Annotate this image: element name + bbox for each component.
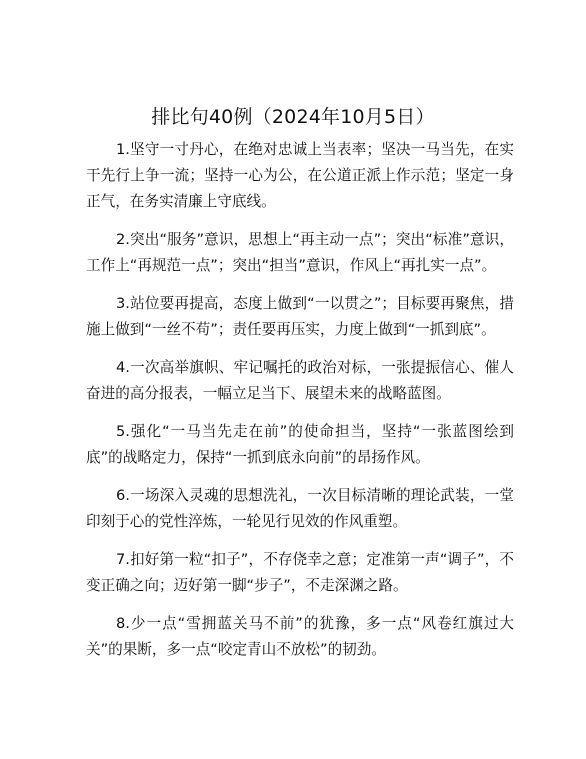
document-title: 排比句40例（2024年10月5日） bbox=[151, 106, 435, 128]
paragraph-4: 4.一次高举旗帜、牢记嘱托的政治对标，一张提振信心、催人奋进的高分报表，一幅立足当下、展望未来的战略蓝图。 bbox=[86, 359, 514, 402]
paragraph-8: 8.少一点“雪拥蓝关马不前”的犹豫，多一点“风卷红旗过大关”的果断，多一点“咬定青山不放松”的韧劲。 bbox=[86, 615, 514, 658]
paragraph-5: 5.强化“一马当先走在前”的使命担当，坚持“一张蓝图绘到底”的战略定力，保持“一抓到底永向前”的昂扬作风。 bbox=[86, 423, 514, 466]
paragraph-6: 6.一场深入灵魂的思想洗礼，一次目标清晰的理论武装，一堂印刻于心的党性淬炼，一轮见行见效的作风重塑。 bbox=[86, 487, 514, 530]
paragraph-2: 2.突出“服务”意识，思想上“再主动一点”；突出“标准”意识，工作上“再规范一点”；突出“担当”意识，作风上“再扎实一点”。 bbox=[86, 231, 514, 274]
paragraph-7: 7.扣好第一粒“扣子”，不存侥幸之意；定准第一声“调子”，不变正确之向；迈好第一脚“步子”，不走深渊之路。 bbox=[86, 551, 514, 594]
document-body bbox=[86, 137, 514, 675]
paragraph-3: 3.站位要再提高，态度上做到“一以贯之”；目标要再聚焦，措施上做到“一丝不苟”；责任要再压实，力度上做到“一抓到底”。 bbox=[86, 295, 514, 338]
paragraph-1: 1.坚守一寸丹心，在绝对忠诚上当表率；坚决一马当先，在实干先行上争一流；坚持一心为公，在公道正派上作示范；坚定一身正气，在务实清廉上守底线。 bbox=[86, 141, 514, 210]
